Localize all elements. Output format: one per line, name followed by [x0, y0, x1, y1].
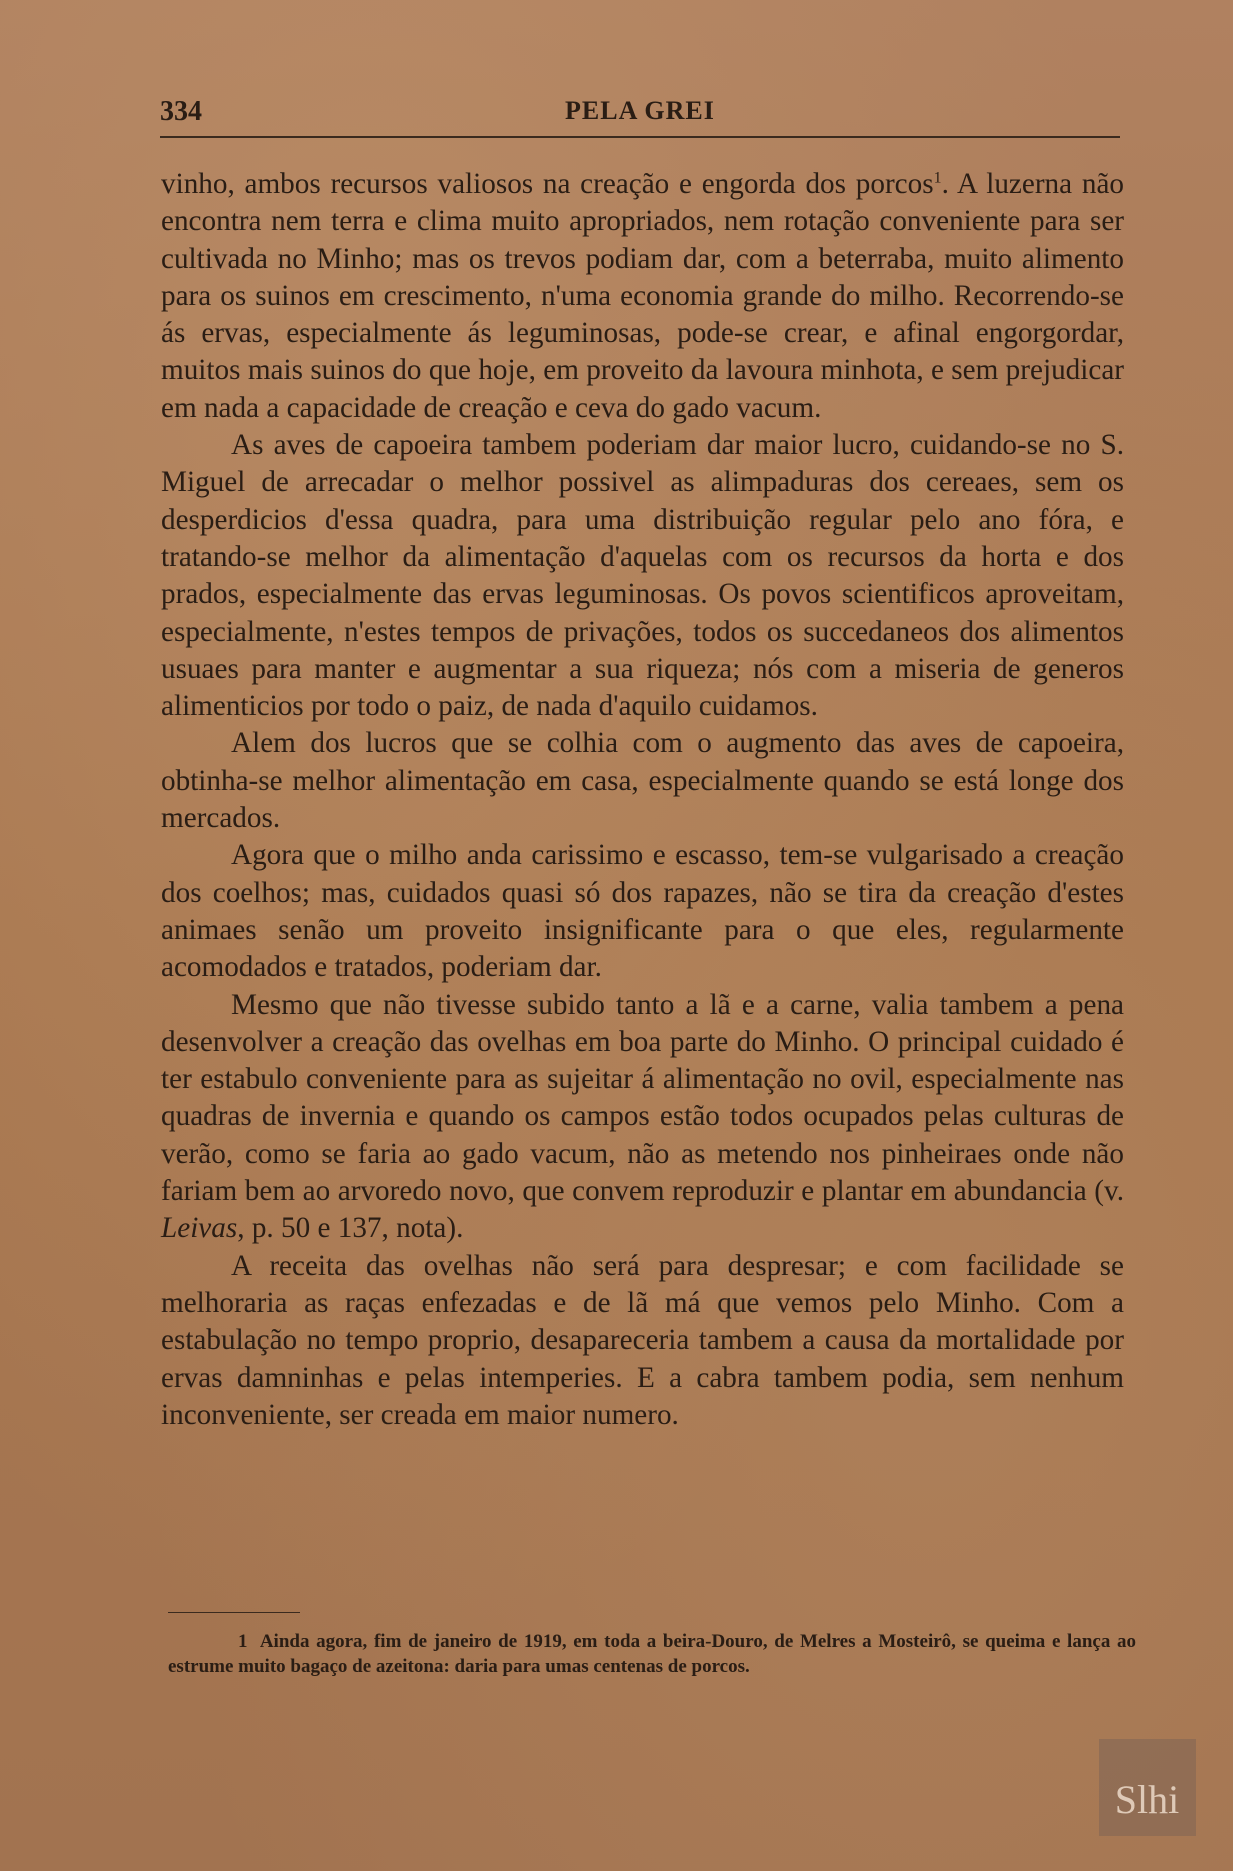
running-title: PELA GREI: [565, 96, 715, 125]
paragraph-text: Mesmo que não tivesse subido tanto a lã e a carne, valia tambem a pena desenvolver a creação das ovelhas em boa parte do Minho. O principal cuidado é ter estabulo conveniente para as sujeitar á alimentação no ovil, especialmente nas quadras de invernia e quando os campos estão todos ocupados pelas culturas de verão, como se faria ao gado vacum, não as metendo nos pinheiraes onde não fariam bem ao arvoredo novo, que convem reproduzir e plantar em abundancia (v.: [161, 988, 1124, 1208]
footnote: [168, 1629, 1136, 1679]
citation-work: Leivas: [161, 1212, 238, 1245]
footnote-marker: 1: [238, 1631, 248, 1652]
paragraph: As aves de capoeira tambem poderiam dar maior lucro, cuidando-se no S. Miguel de arrecadar o melhor possivel as alimpaduras dos cereaes, sem os desperdicios d'essa quadra, para uma distribuição regular pelo ano fóra, e tratando-se melhor da alimentação d'aquelas com os recursos da horta e dos prados, especialmente das ervas leguminosas. Os povos scientificos aproveitam, especialmente, n'estes tempos de privações, todos os succedaneos dos alimentos usuaes para manter e augmentar a sua riqueza; nós com a miseria de generos alimenticios por todo o paiz, de nada d'aquilo cuidamos.: [161, 429, 1124, 723]
paragraph-text: vinho, ambos recursos valiosos na creação e engorda dos porcos: [161, 168, 934, 200]
footnote-reference: 1: [933, 169, 942, 187]
paragraph: Agora que o milho anda carissimo e escasso, tem-se vulgarisado a creação dos coelhos; mas, cuidados quasi só dos rapazes, não se tira da creação d'estes animaes senão um proveito insignificante para o que eles, regularmente acomodados e tratados, poderiam dar.: [161, 839, 1124, 984]
svg-text:Slhi: Slhi: [1114, 1777, 1180, 1822]
main-text: [161, 166, 1124, 1434]
paragraph: Alem dos lucros que se colhia com o augmento das aves de capoeira, obtinha-se melhor alimentação em casa, especialmente quando se está longe dos mercados.: [161, 727, 1124, 835]
paragraph-text: . A luzerna não encontra nem terra e clima muito apropriados, nem rotação conveniente para ser cultivada no Minho; mas os trevos podiam dar, com a beterraba, muito alimento para os suinos em crescimento, n'uma economia grande do milho. Recorrendo-se ás ervas, especialmente ás leguminosas, pode-se crear, e afinal engorgordar, muitos mais suinos do que hoje, em proveito da lavoura minhota, e sem prejudicar em nada a capacidade de creação e ceva do gado vacum.: [161, 168, 1124, 424]
page-header: [160, 96, 1120, 138]
paragraph: A receita das ovelhas não será para despresar; e com facilidade se melhoraria as raças enfezadas e de lã má que vemos pelo Minho. Com a estabulação no tempo proprio, desapareceria tambem a causa da mortalidade por ervas damninhas e pelas intemperies. E a cabra tambem podia, sem nenhum inconveniente, ser creada em maior numero.: [161, 1249, 1124, 1431]
library-watermark-logo: [1099, 1739, 1196, 1836]
paragraph: [161, 987, 1124, 1248]
page-number: 334: [160, 96, 202, 127]
watermark-glyph: [1099, 1739, 1196, 1836]
footnote-text: Ainda agora, fim de janeiro de 1919, em toda a beira-Douro, de Melres a Mosteirô, se queima e lança ao estrume muito bagaço de azeitona: daria para umas centenas de porcos.: [168, 1631, 1137, 1677]
paragraph: [161, 166, 1124, 427]
citation-pages: , p. 50 e 137, nota).: [237, 1212, 464, 1245]
footnote-divider: [168, 1612, 300, 1613]
